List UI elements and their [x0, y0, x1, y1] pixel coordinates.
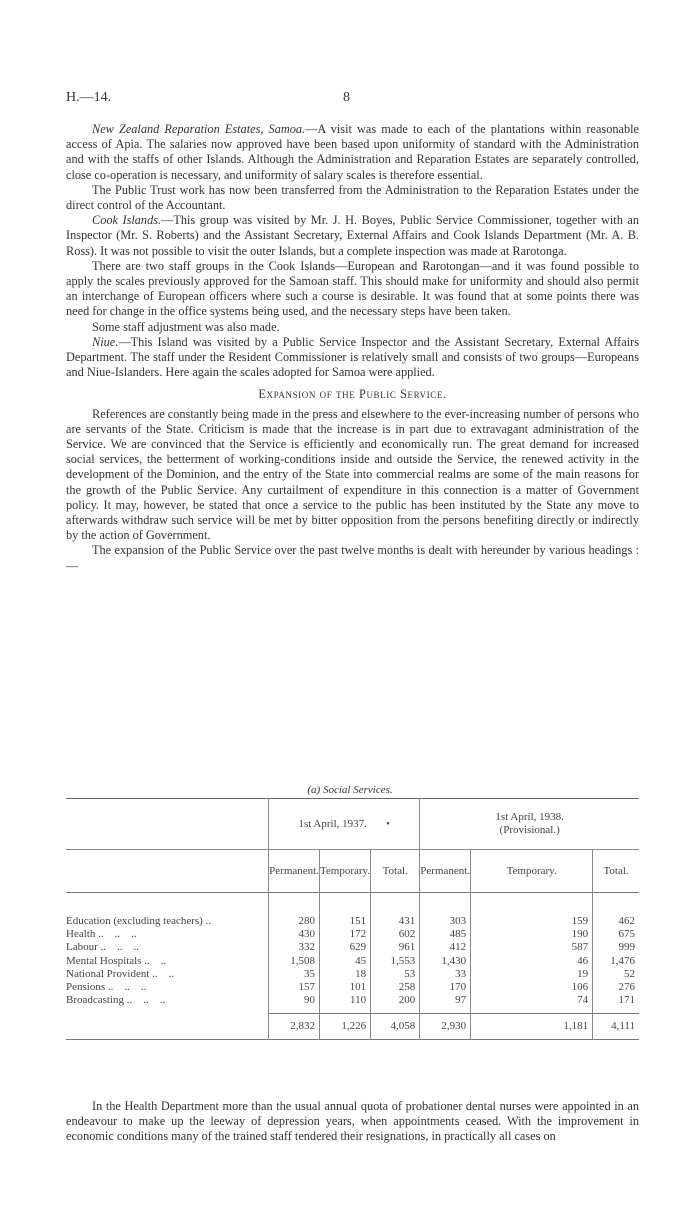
- table-spacer-row: [66, 893, 639, 915]
- table-cell: 151: [319, 914, 370, 927]
- leader-dots: .. .. ..: [126, 994, 166, 1007]
- table-cell: 18: [319, 967, 370, 980]
- row-label: Broadcasting: [66, 994, 125, 1007]
- leader-dots: .. ..: [152, 967, 175, 980]
- table-cell: 110: [319, 994, 370, 1007]
- paragraph-text: The Public Trust work has now been transferred from the Administration to the Reparation Estates under the direct control of the Accountant.: [66, 182, 639, 213]
- table-cell: 587: [471, 941, 593, 954]
- table-cell: 106: [471, 980, 593, 993]
- table-cell: 19: [471, 967, 593, 980]
- table-cell: 74: [471, 994, 593, 1007]
- row-label: Mental Hospitals: [66, 954, 142, 967]
- table-group-header-row: [66, 799, 639, 850]
- column-header: Total.: [593, 850, 639, 893]
- leader-dots: .. .. ..: [98, 927, 137, 940]
- table-cell: 35: [269, 967, 320, 980]
- paragraph-text: —This Island was visited by a Public Service Inspector and the Assistant Secretary, External Affairs Department. The staff under the Resident Commissioner is relatively small and consists of two groups—Europeans and Niue-Islanders. Here again the scales adopted for Samoa were applied.: [66, 334, 639, 380]
- table-cell: 675: [593, 927, 639, 940]
- table-cell: 629: [319, 941, 370, 954]
- paragraph: [66, 320, 639, 335]
- table-cell: 170: [420, 980, 471, 993]
- table-cell: 171: [593, 994, 639, 1007]
- table-cell: 1,476: [593, 954, 639, 967]
- paragraph-text: There are two staff groups in the Cook Islands—European and Rarotongan—and it was found possible to apply the scales previously approved for the Samoan staff. This should make for uniformity and should also permit an interchange of European officers where such a course is desirable. It was found that at some points there was need for change in the office systems being used, and the necessary steps have been taken.: [66, 258, 639, 319]
- row-label: Labour: [66, 941, 98, 954]
- column-header: Temporary.: [471, 850, 593, 893]
- row-label: Health: [66, 927, 96, 940]
- table-cell: 280: [269, 914, 320, 927]
- leader-dots: ..: [205, 914, 212, 927]
- paragraph-text: —This group was visited by Mr. J. H. Boyes, Public Service Commissioner, together with an Inspector (Mr. S. Roberts) and the Assistant Secretary, External Affairs and Cook Islands Department (Mr. A. B. Ross). It was not possible to visit the outer Islands, but a complete inspection was made at Rarotonga.: [66, 213, 639, 258]
- table-cell: 462: [593, 914, 639, 927]
- table-cell: 332: [269, 941, 320, 954]
- closing-text: [66, 1099, 639, 1145]
- paragraph: The expansion of the Public Service over the past twelve months is dealt with hereunder by various headings :—: [66, 543, 639, 573]
- table-total-cell: 4,058: [371, 1013, 420, 1039]
- page-number: 8: [343, 90, 350, 105]
- table-cell: 1,553: [371, 954, 420, 967]
- group-header-1938: [420, 799, 639, 850]
- table-cell: 53: [371, 967, 420, 980]
- paragraph-lead: Niue.: [92, 334, 119, 349]
- leader-dots: .. .. ..: [100, 941, 140, 954]
- table-cell: 412: [420, 941, 471, 954]
- paragraph-lead: Cook Islands.: [92, 213, 162, 228]
- social-services-table: [66, 798, 639, 1040]
- table-cell: 172: [319, 927, 370, 940]
- table-row: [66, 954, 639, 967]
- body-text: [66, 122, 639, 574]
- table-cell: 157: [269, 980, 320, 993]
- paragraph-text: Some staff adjustment was also made.: [92, 319, 280, 334]
- paragraph: In the Health Department more than the usual annual quota of probationer dental nurses were appointed in an endeavour to make up the leeway of depression years, when appointments ceased. With the improvement in economic conditions many of the trained staff tendered their resignations, in practically all cases on: [66, 1099, 639, 1144]
- table-total-cell: 1,181: [471, 1013, 593, 1039]
- table-cell: 101: [319, 980, 370, 993]
- row-label: Education (excluding teachers): [66, 914, 203, 927]
- table-cell: 33: [420, 967, 471, 980]
- paragraph: [66, 213, 639, 259]
- paragraph: [66, 183, 639, 213]
- table-cell: 430: [269, 927, 320, 940]
- table-cell: 1,430: [420, 954, 471, 967]
- table-cell: 258: [371, 980, 420, 993]
- paragraph-lead: New Zealand Reparation Estates, Samoa.: [92, 122, 306, 136]
- table-column-header-row: [66, 850, 639, 893]
- bullet-mark: •: [386, 818, 390, 830]
- table-total-cell: 1,226: [319, 1013, 370, 1039]
- table-cell: 485: [420, 927, 471, 940]
- row-label: National Provident: [66, 967, 150, 980]
- group-header-label: 1st April, 1937.: [298, 818, 367, 830]
- column-header: Permanent.: [420, 850, 471, 893]
- paragraph: References are constantly being made in the press and elsewhere to the ever-increasing number of persons who are servants of the State. Criticism is made that the increase is in part due to extravagant administration of the Service. We are convinced that the Service is efficiently and economically run. The great demand for increased social services, the betterment of working-conditions inside and outside the Service, the renewed activity in the development of the Dominion, and the entry of the State into commercial realms are some of the main reasons for the growth of the Public Service. Any curtailment of expenditure in this connection is a matter of Government policy. It may, however, be stated that once a service to the public has been instituted by the State any move to afterwards withdraw such service will be met by bitter opposition from the persons benefiting directly or indirectly by the action of Government.: [66, 406, 639, 543]
- table-cell: 431: [371, 914, 420, 927]
- table-cell: 97: [420, 994, 471, 1007]
- table-row: [66, 927, 639, 940]
- table-cell: 999: [593, 941, 639, 954]
- table-row: [66, 967, 639, 980]
- paragraph-text: —A visit was made to each of the plantations within reasonable access of Apia. The salaries now approved have been based upon uniformity of standard with the Administration and with the staffs of other Islands. Although the Administration and Reparation Estates are separately controlled, close co-operation is necessary, and uniformity of salary scales is therefore essential.: [66, 122, 639, 182]
- table-cell: 276: [593, 980, 639, 993]
- table-cell: 90: [269, 994, 320, 1007]
- leader-dots: .. ..: [144, 954, 167, 967]
- table-cell: 303: [420, 914, 471, 927]
- group-header-1937: [269, 799, 420, 850]
- table-cell: 46: [471, 954, 593, 967]
- row-label: Pensions: [66, 981, 106, 994]
- paragraph: [66, 335, 639, 381]
- group-header-label: 1st April, 1938.: [495, 811, 564, 823]
- table-cell: 961: [371, 941, 420, 954]
- leader-dots: .. .. ..: [107, 981, 147, 994]
- group-header-sublabel: (Provisional.): [499, 824, 560, 836]
- paragraph: [66, 259, 639, 320]
- table-total-cell: 4,111: [593, 1013, 639, 1039]
- column-header: Total.: [371, 850, 420, 893]
- table-total-cell: 2,930: [420, 1013, 471, 1039]
- table-cell: 602: [371, 927, 420, 940]
- table-total-cell: 2,832: [269, 1013, 320, 1039]
- table-row: [66, 914, 639, 927]
- table-cell: 190: [471, 927, 593, 940]
- table-cell: 1,508: [269, 954, 320, 967]
- table-cell: 200: [371, 994, 420, 1007]
- column-header: Temporary.: [319, 850, 370, 893]
- table-caption: (a) Social Services.: [307, 784, 393, 796]
- section-heading: Expansion of the Public Service.: [258, 387, 447, 402]
- column-header: Permanent.: [269, 850, 320, 893]
- table-row: [66, 941, 639, 954]
- table-cell: 45: [319, 954, 370, 967]
- table-row: [66, 994, 639, 1007]
- table-row: [66, 980, 639, 993]
- table-cell: 159: [471, 914, 593, 927]
- document-reference: H.—14.: [66, 90, 112, 105]
- table-cell: 52: [593, 967, 639, 980]
- table-totals-row: [66, 1013, 639, 1039]
- paragraph: [66, 122, 639, 183]
